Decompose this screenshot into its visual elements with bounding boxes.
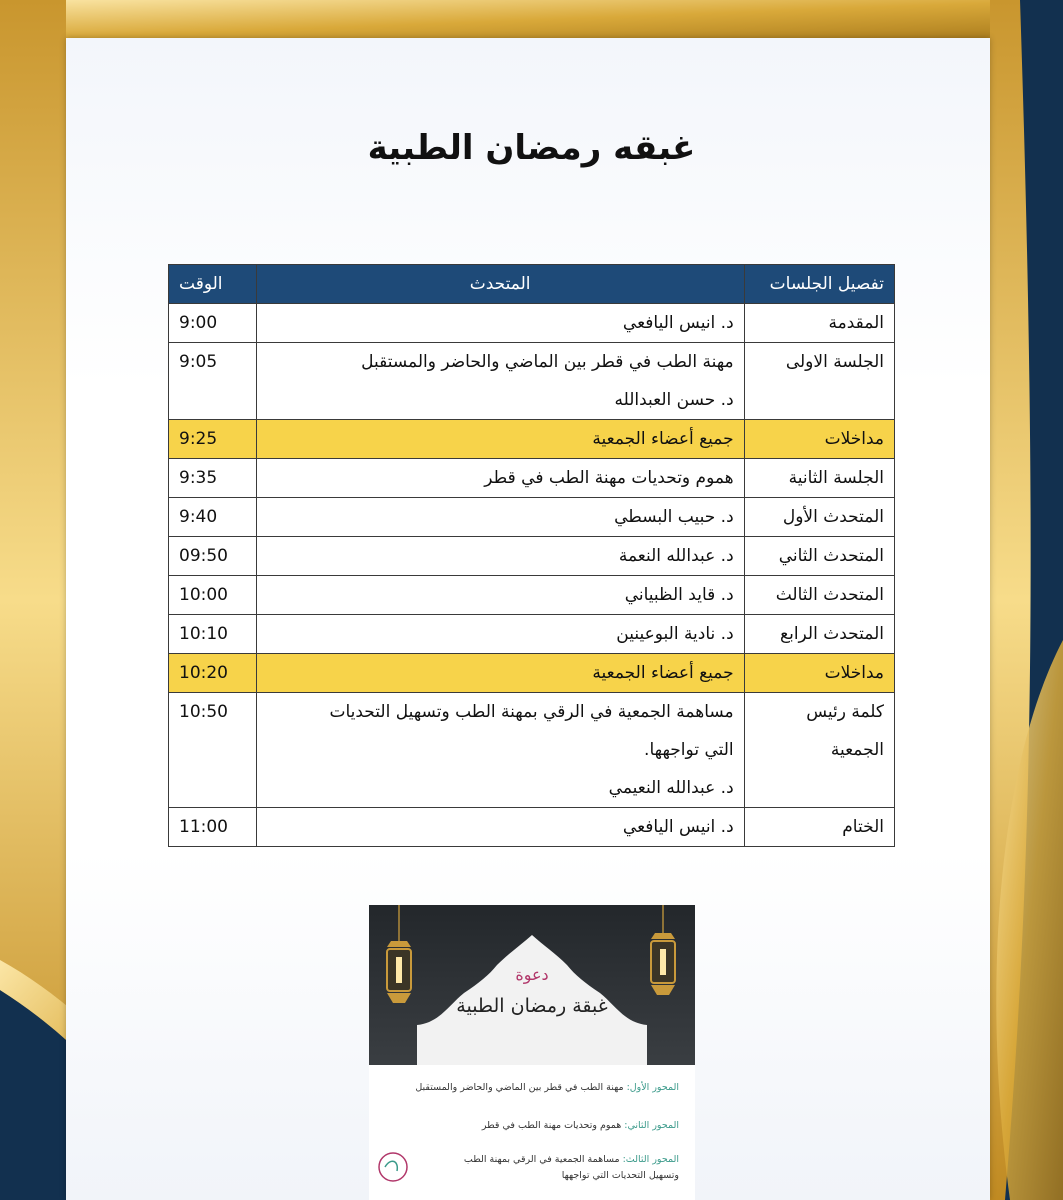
session-cell: الجلسة الثانية xyxy=(744,459,894,498)
flyer-axis-3-continued: وتسهيل التحديات التي تواجهها xyxy=(561,1170,679,1181)
flyer-axis-3-text: مساهمة الجمعية في الرقي بمهنة الطب xyxy=(463,1154,620,1165)
session-cell: مداخلات xyxy=(744,654,894,693)
speaker-cell xyxy=(256,420,744,459)
speaker-line: د. نادية البوعينين xyxy=(616,624,734,644)
header-speaker: المتحدث xyxy=(256,265,744,304)
speaker-line: د. انيس اليافعي xyxy=(622,313,734,333)
time-cell: 9:35 xyxy=(169,459,257,498)
speaker-line: د. حسن العبدالله xyxy=(614,390,734,410)
speaker-cell xyxy=(256,654,744,693)
table-row xyxy=(169,808,895,847)
time-cell: 9:40 xyxy=(169,498,257,537)
lantern-left-icon xyxy=(387,905,411,1003)
table-row xyxy=(169,304,895,343)
session-cell: المتحدث الرابع xyxy=(744,615,894,654)
flyer-axis-2-label: المحور الثاني: xyxy=(624,1120,679,1131)
page-title: غبقه رمضان الطبية xyxy=(367,128,696,168)
session-cell: المتحدث الثاني xyxy=(744,537,894,576)
speaker-line: د. عبدالله النعمة xyxy=(618,546,734,566)
speaker-cell xyxy=(256,304,744,343)
session-cell: المقدمة xyxy=(744,304,894,343)
flyer-title: غبقة رمضان الطبية xyxy=(456,995,608,1017)
flyer-axis-3 xyxy=(464,1154,679,1165)
speaker-line: د. قايد الظبياني xyxy=(624,585,734,605)
time-cell: 11:00 xyxy=(169,808,257,847)
speaker-line: مساهمة الجمعية في الرقي بمهنة الطب وتسهيل التحديات xyxy=(329,702,734,722)
speaker-cell xyxy=(256,808,744,847)
session-cell: المتحدث الأول xyxy=(744,498,894,537)
table-row xyxy=(169,498,895,537)
invitation-flyer xyxy=(369,905,695,1200)
time-cell: 9:00 xyxy=(169,304,257,343)
session-cell: مداخلات xyxy=(744,420,894,459)
speaker-line: جميع أعضاء الجمعية xyxy=(592,429,734,449)
time-cell: 09:50 xyxy=(169,537,257,576)
speaker-line: د. عبدالله النعيمي xyxy=(608,778,734,798)
table-row xyxy=(169,343,895,420)
speaker-line: هموم وتحديات مهنة الطب في قطر xyxy=(484,468,734,488)
session-cell: الختام xyxy=(744,808,894,847)
speaker-cell xyxy=(256,459,744,498)
table-header-row xyxy=(169,265,895,304)
society-logo-icon xyxy=(379,1153,407,1181)
schedule-table xyxy=(168,264,895,847)
table-row xyxy=(169,459,895,498)
speaker-cell xyxy=(256,498,744,537)
speaker-line: مهنة الطب في قطر بين الماضي والحاضر والمستقبل xyxy=(361,352,734,372)
flyer-axis-1-text: مهنة الطب في قطر بين الماضي والحاضر والمستقبل xyxy=(415,1082,624,1093)
session-cell: الجلسة الاولى xyxy=(744,343,894,420)
table-row xyxy=(169,576,895,615)
flyer-axis-3-label: المحور الثالث: xyxy=(622,1154,679,1165)
flyer-axis-1 xyxy=(415,1082,679,1093)
table-row xyxy=(169,693,895,808)
time-cell: 10:10 xyxy=(169,615,257,654)
speaker-line: جميع أعضاء الجمعية xyxy=(592,663,734,683)
time-cell: 10:50 xyxy=(169,693,257,808)
speaker-line: د. انيس اليافعي xyxy=(622,817,734,837)
time-cell: 9:25 xyxy=(169,420,257,459)
flyer-axis-1-label: المحور الأول: xyxy=(626,1082,679,1093)
header-session: تفصيل الجلسات xyxy=(744,265,894,304)
time-cell: 10:20 xyxy=(169,654,257,693)
speaker-cell xyxy=(256,615,744,654)
table-row xyxy=(169,420,895,459)
time-cell: 10:00 xyxy=(169,576,257,615)
speaker-line: د. حبيب البسطي xyxy=(614,507,734,527)
flyer-axis-2 xyxy=(482,1120,679,1131)
speaker-cell xyxy=(256,576,744,615)
table-row xyxy=(169,615,895,654)
header-time: الوقت xyxy=(169,265,257,304)
session-cell: كلمة رئيس الجمعية xyxy=(744,693,894,808)
speaker-cell xyxy=(256,537,744,576)
speaker-cell xyxy=(256,693,744,808)
speaker-cell xyxy=(256,343,744,420)
table-row xyxy=(169,537,895,576)
time-cell: 9:05 xyxy=(169,343,257,420)
flyer-axis-2-text: هموم وتحديات مهنة الطب في قطر xyxy=(481,1120,622,1131)
flyer-invite: دعوة xyxy=(515,965,549,984)
table-row xyxy=(169,654,895,693)
session-cell: المتحدث الثالث xyxy=(744,576,894,615)
schedule-body xyxy=(169,304,895,847)
speaker-line: التي تواجهها. xyxy=(644,740,734,760)
